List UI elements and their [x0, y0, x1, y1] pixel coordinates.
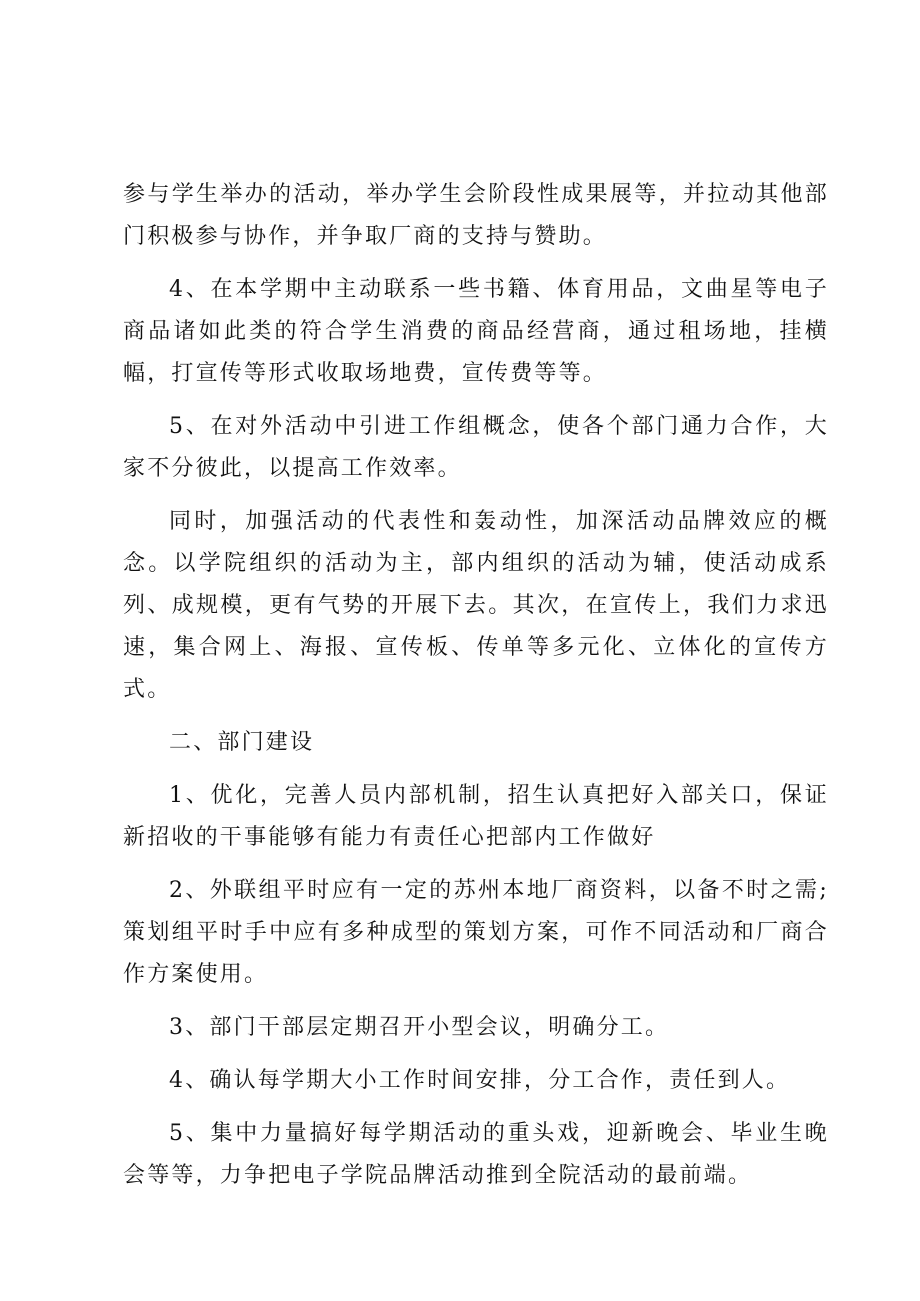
paragraph-item-2-resources: 2、外联组平时应有一定的苏州本地厂商资料，以备不时之需;策划组平时手中应有多种成型的策划方案，可作不同活动和厂商合作方案使用。: [123, 878, 829, 987]
paragraph-item-3-meetings: 3、部门干部层定期召开小型会议，明确分工。: [169, 1015, 670, 1040]
paragraph-item-4-sponsors: 4、在本学期中主动联系一些书籍、体育用品，文曲星等电子商品诸如此类的符合学生消费的商品经营商，通过租场地，挂横幅，打宣传等形式收取场地费，宣传费等等。: [123, 277, 829, 386]
document-body: [123, 174, 829, 1208]
paragraph-continuation: 参与学生举办的活动，举办学生会阶段性成果展等，并拉动其他部门积极参与协作，并争取厂商的支持与赞助。: [123, 182, 829, 249]
paragraph-item-5-key-events: 5、集中力量搞好每学期活动的重头戏，迎新晚会、毕业生晚会等等，力争把电子学院品牌活动推到全院活动的最前端。: [123, 1121, 829, 1188]
paragraph-item-1-optimize: 1、优化，完善人员内部机制，招生认真把好入部关口，保证新招收的干事能够有能力有责任心把部内工作做好: [123, 783, 829, 850]
paragraph-item-4-schedule: 4、确认每学期大小工作时间安排，分工合作，责任到人。: [169, 1068, 791, 1093]
section-heading-department-building: 二、部门建设: [169, 730, 315, 755]
paragraph-item-5-workgroup: 5、在对外活动中引进工作组概念，使各个部门通力合作，大家不分彼此，以提高工作效率。: [123, 414, 829, 481]
paragraph-meanwhile: 同时，加强活动的代表性和轰动性，加深活动品牌效应的概念。以学院组织的活动为主，部内组织的活动为辅，使活动成系列、成规模，更有气势的开展下去。其次，在宣传上，我们力求迅速，集合网上、海报、宣传板、传单等多元化、立体化的宣传方式。: [123, 509, 829, 702]
